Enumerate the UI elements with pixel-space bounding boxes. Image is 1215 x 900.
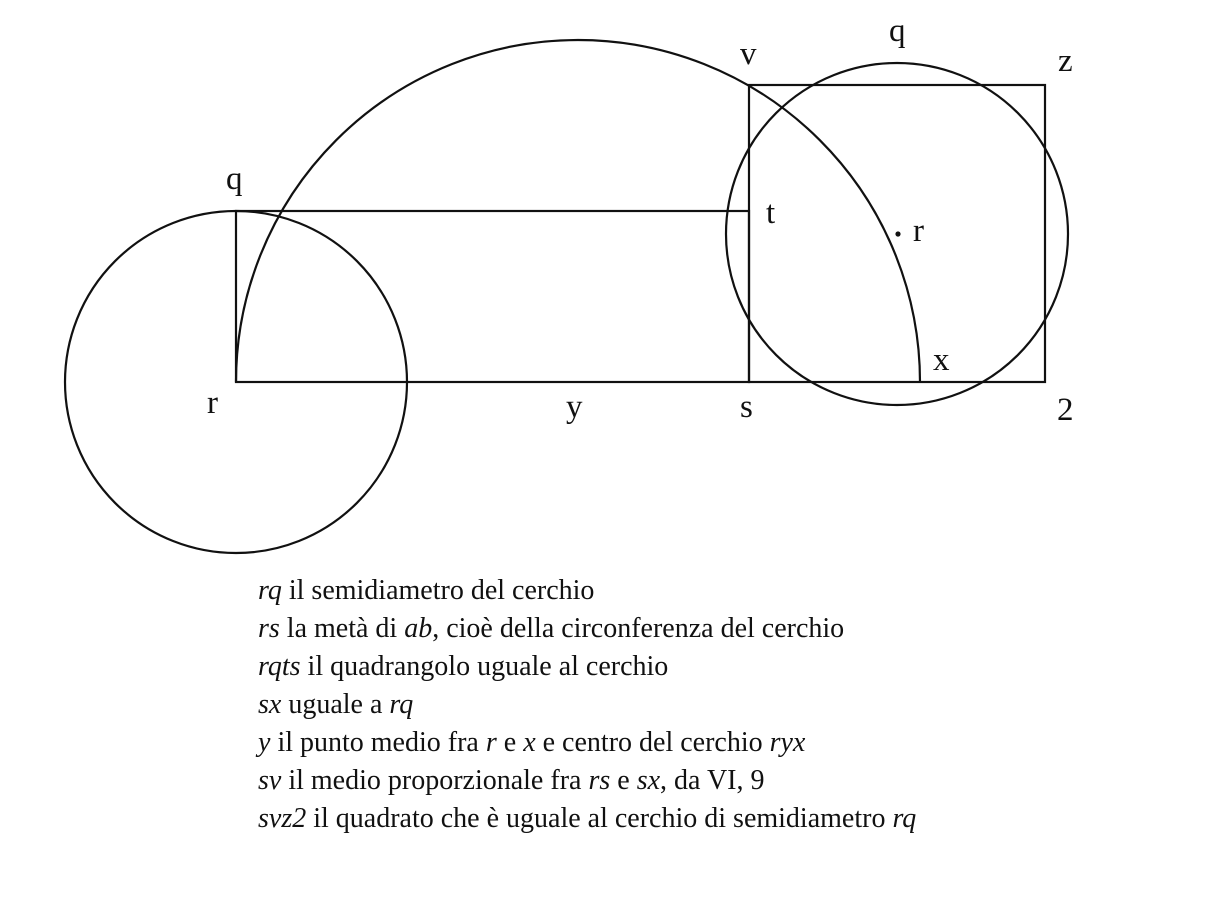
legend-symbol: r (485, 727, 497, 758)
legend-line (258, 762, 916, 800)
legend-symbol: y (258, 727, 271, 758)
label-t: t (766, 195, 776, 231)
legend-text-run: e (610, 765, 637, 796)
legend-text-run: , cioè della circonferenza del cerchio (432, 613, 845, 644)
label-r-left: r (207, 385, 218, 421)
legend-symbol: rq (892, 803, 917, 834)
label-r-right: r (913, 213, 924, 249)
legend-text-run: uguale a (281, 689, 390, 720)
legend-symbol: svz2 (258, 803, 307, 834)
legend-line (258, 686, 916, 724)
label-q-left: q (226, 161, 243, 197)
center-point-r (895, 231, 900, 236)
legend-symbol: sv (258, 765, 282, 796)
legend-symbol: rq (389, 689, 414, 720)
label-two: 2 (1057, 392, 1074, 428)
label-s: s (740, 389, 753, 425)
legend-symbol: rs (258, 613, 280, 644)
legend-text-run: il medio proporzionale fra (281, 765, 589, 796)
legend-line (258, 610, 916, 648)
legend-symbol: sx (258, 689, 282, 720)
legend-line (258, 800, 916, 838)
legend-text-run: il quadrangolo uguale al cerchio (300, 651, 669, 682)
legend-symbol: ab (404, 613, 433, 644)
legend-line (258, 724, 916, 762)
legend-text-run: il punto medio fra (270, 727, 486, 758)
legend-text-run: e (496, 727, 524, 758)
label-v: v (740, 36, 757, 72)
legend-text-run: e centro del cerchio (535, 727, 770, 758)
legend-text-run: , da VI, 9 (660, 765, 765, 796)
legend-line (258, 572, 916, 610)
legend-text-run: la metà di (279, 613, 405, 644)
legend-symbol: ryx (769, 727, 806, 758)
legend-symbol: x (523, 727, 536, 758)
legend-symbol: rs (588, 765, 611, 796)
legend-symbol: rqts (258, 651, 301, 682)
legend-text-run: il quadrato che è uguale al cerchio di semidiametro (306, 803, 893, 834)
label-q-top: q (889, 13, 906, 49)
legend-text (258, 572, 916, 838)
rectangle-rqts (236, 211, 749, 382)
legend-text-run: il semidiametro del cerchio (281, 575, 595, 606)
label-z: z (1058, 43, 1073, 79)
legend-line (258, 648, 916, 686)
label-x: x (933, 342, 950, 378)
legend-symbol: rq (258, 575, 282, 606)
legend-symbol: sx (636, 765, 661, 796)
label-y: y (566, 389, 583, 425)
